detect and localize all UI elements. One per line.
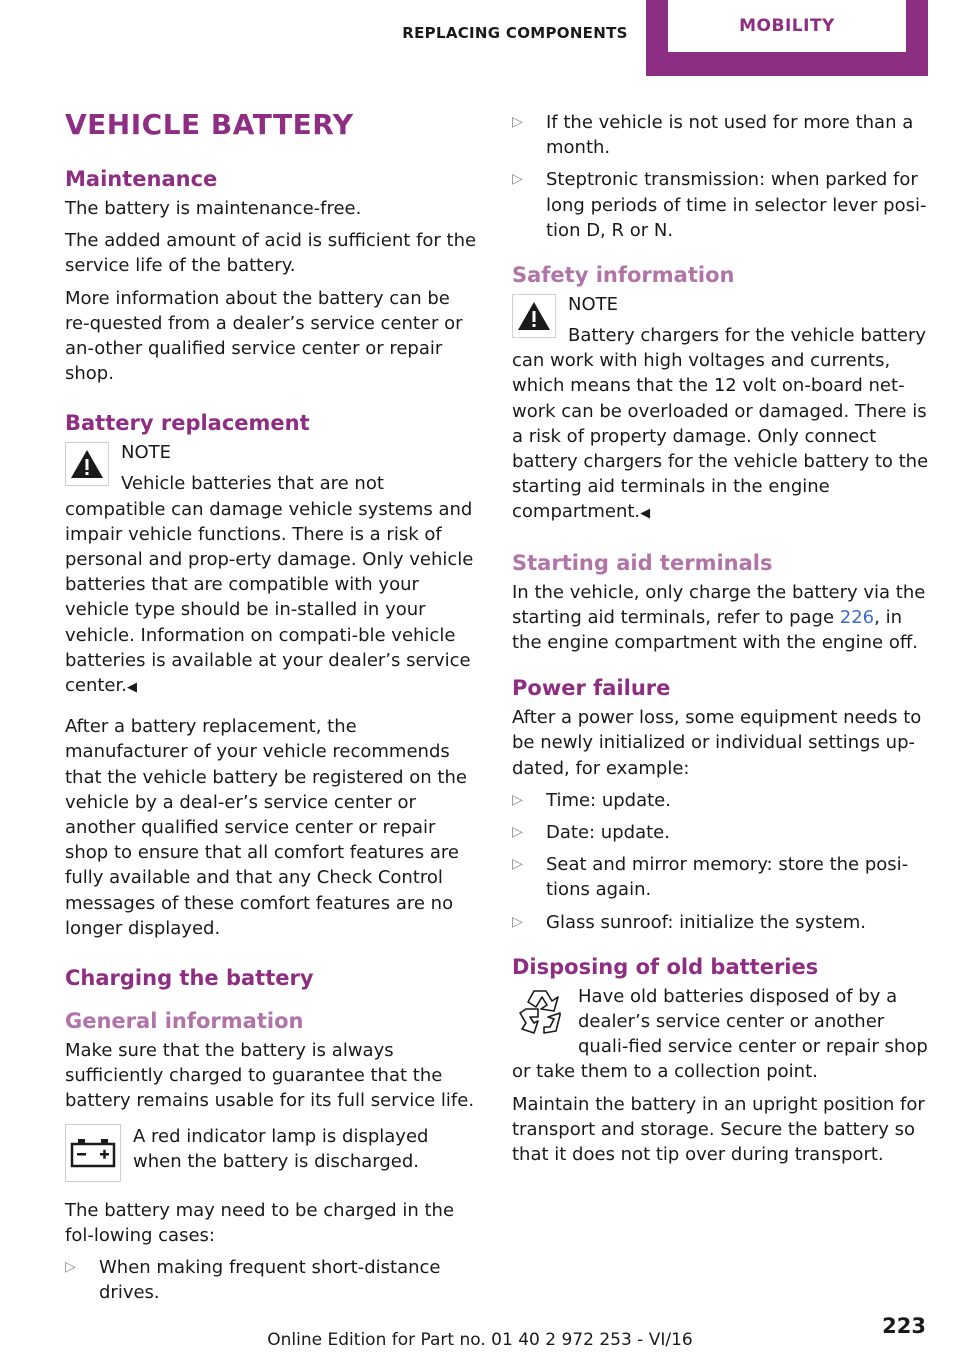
power-failure-heading: Power failure bbox=[512, 676, 671, 701]
page-title: VEHICLE BATTERY bbox=[65, 108, 354, 141]
disposing-paragraph-2: Maintain the battery in an upright position for transport and storage. Secure the battery so that it does not tip over during transport. bbox=[512, 1093, 925, 1166]
header-tab-label: MOBILITY bbox=[668, 0, 906, 52]
page-reference-link[interactable]: 226 bbox=[839, 606, 875, 628]
end-mark-icon: ◀ bbox=[640, 506, 651, 522]
maintenance-paragraph-1: The battery is maintenance-free. bbox=[65, 198, 362, 219]
disposing-block bbox=[512, 984, 930, 1085]
list-item: ▷ If the vehicle is not used for more than a month. bbox=[512, 112, 914, 159]
battery-replacement-heading: Battery replacement bbox=[65, 411, 310, 436]
maintenance-paragraph-2: The added amount of acid is sufficient for the service life of the battery. bbox=[65, 230, 477, 277]
disposing-paragraph-1: Have old batteries disposed of by a dealer’s service center or another quali‐fied service center or repair shop or take them to a collection point. bbox=[512, 985, 928, 1083]
power-failure-list bbox=[512, 788, 930, 935]
bullet-triangle-icon: ▷ bbox=[512, 856, 523, 873]
maintenance-heading: Maintenance bbox=[65, 167, 218, 191]
safety-information-heading: Safety information bbox=[512, 263, 735, 288]
disposing-heading: Disposing of old batteries bbox=[512, 954, 819, 979]
replacement-note-text: Vehicle batteries that are not compatible can damage vehicle systems and impair vehicle functions. There is a risk of personal and prop‐erty damage. Only vehicle batteries that are compatible with your vehicle type should be in‐stalled in your vehicle. Information on compati‐ble vehicle batteries is available at your dealer’s service center. bbox=[65, 473, 474, 697]
battery-indicator-text: A red indicator lamp is displayed when the battery is discharged. bbox=[133, 1125, 429, 1172]
safety-note-text: Battery chargers for the vehicle battery can work with high voltages and currents, which means that the 12 volt on-board net‐work can be overloaded or damaged. There is a risk of property damage. Only connect battery chargers for the vehicle battery to the starting aid terminals in the engine compartment. bbox=[512, 325, 929, 523]
list-item: ▷ When making frequent short-distance drives. bbox=[65, 1257, 441, 1304]
charging-cases-list-right bbox=[512, 110, 930, 243]
right-column bbox=[512, 110, 930, 1174]
list-item: ▷ Glass sunroof: initialize the system. bbox=[512, 910, 930, 935]
bullet-triangle-icon: ▷ bbox=[512, 791, 523, 808]
list-item: ▷ Steptronic transmission: when parked for long periods of time in selector lever posi‐tion D, R or N. bbox=[512, 169, 927, 241]
replacement-note bbox=[65, 440, 480, 700]
list-item: ▷ Seat and mirror memory: store the posi‐tions again. bbox=[512, 854, 909, 901]
battery-indicator-block bbox=[65, 1124, 480, 1182]
bullet-triangle-icon: ▷ bbox=[65, 1259, 76, 1276]
list-item: ▷ Date: update. bbox=[512, 820, 930, 845]
recycle-icon bbox=[512, 984, 568, 1040]
power-failure-paragraph: After a power loss, some equipment needs to be newly initialized or individual settings up‐dated, for example: bbox=[512, 707, 922, 779]
bullet-triangle-icon: ▷ bbox=[512, 114, 523, 130]
warning-triangle-icon bbox=[65, 442, 109, 486]
header-section-title: REPLACING COMPONENTS bbox=[402, 24, 628, 42]
charging-cases-intro: The battery may need to be charged in the fol‐lowing cases: bbox=[65, 1199, 455, 1246]
bullet-triangle-icon: ▷ bbox=[512, 171, 523, 188]
header-tab bbox=[646, 0, 928, 76]
page-number: 223 bbox=[882, 1314, 926, 1338]
general-information-paragraph: Make sure that the battery is always sufficiently charged to guarantee that the battery remains usable for its full service life. bbox=[65, 1040, 475, 1112]
replacement-paragraph: After a battery replacement, the manufacturer of your vehicle recommends that the vehicle battery be registered on the vehicle by a deal‐er’s service center or another qualified service center or repair shop to ensure that all comfort features are fully available and that any Check Control messages of these comfort features are no longer displayed. bbox=[65, 716, 467, 939]
maintenance-paragraph-3: More information about the battery can be re‐quested from a dealer’s service center or an‐other qualified service center or repair shop. bbox=[65, 287, 463, 385]
left-column bbox=[65, 108, 480, 1314]
safety-note bbox=[512, 292, 930, 527]
general-information-heading: General information bbox=[65, 1009, 304, 1034]
starting-aid-terminals-paragraph: In the vehicle, only charge the battery via the starting aid terminals, refer to page 226, in the engine compartment with the engine off. bbox=[512, 581, 926, 654]
battery-indicator-icon bbox=[65, 1124, 121, 1182]
charging-cases-list-left bbox=[65, 1255, 480, 1305]
footer-edition: Online Edition for Part no. 01 40 2 972 253 - VI/16 bbox=[267, 1330, 693, 1350]
charging-heading: Charging the battery bbox=[65, 966, 314, 991]
bullet-triangle-icon: ▷ bbox=[512, 824, 523, 841]
starting-aid-terminals-heading: Starting aid terminals bbox=[512, 550, 773, 575]
bullet-triangle-icon: ▷ bbox=[512, 913, 523, 930]
end-mark-icon: ◀ bbox=[126, 680, 137, 696]
warning-triangle-icon bbox=[512, 294, 556, 338]
safety-note-label: NOTE bbox=[568, 294, 619, 316]
replacement-note-label: NOTE bbox=[121, 442, 172, 464]
list-item: ▷ Time: update. bbox=[512, 788, 930, 813]
